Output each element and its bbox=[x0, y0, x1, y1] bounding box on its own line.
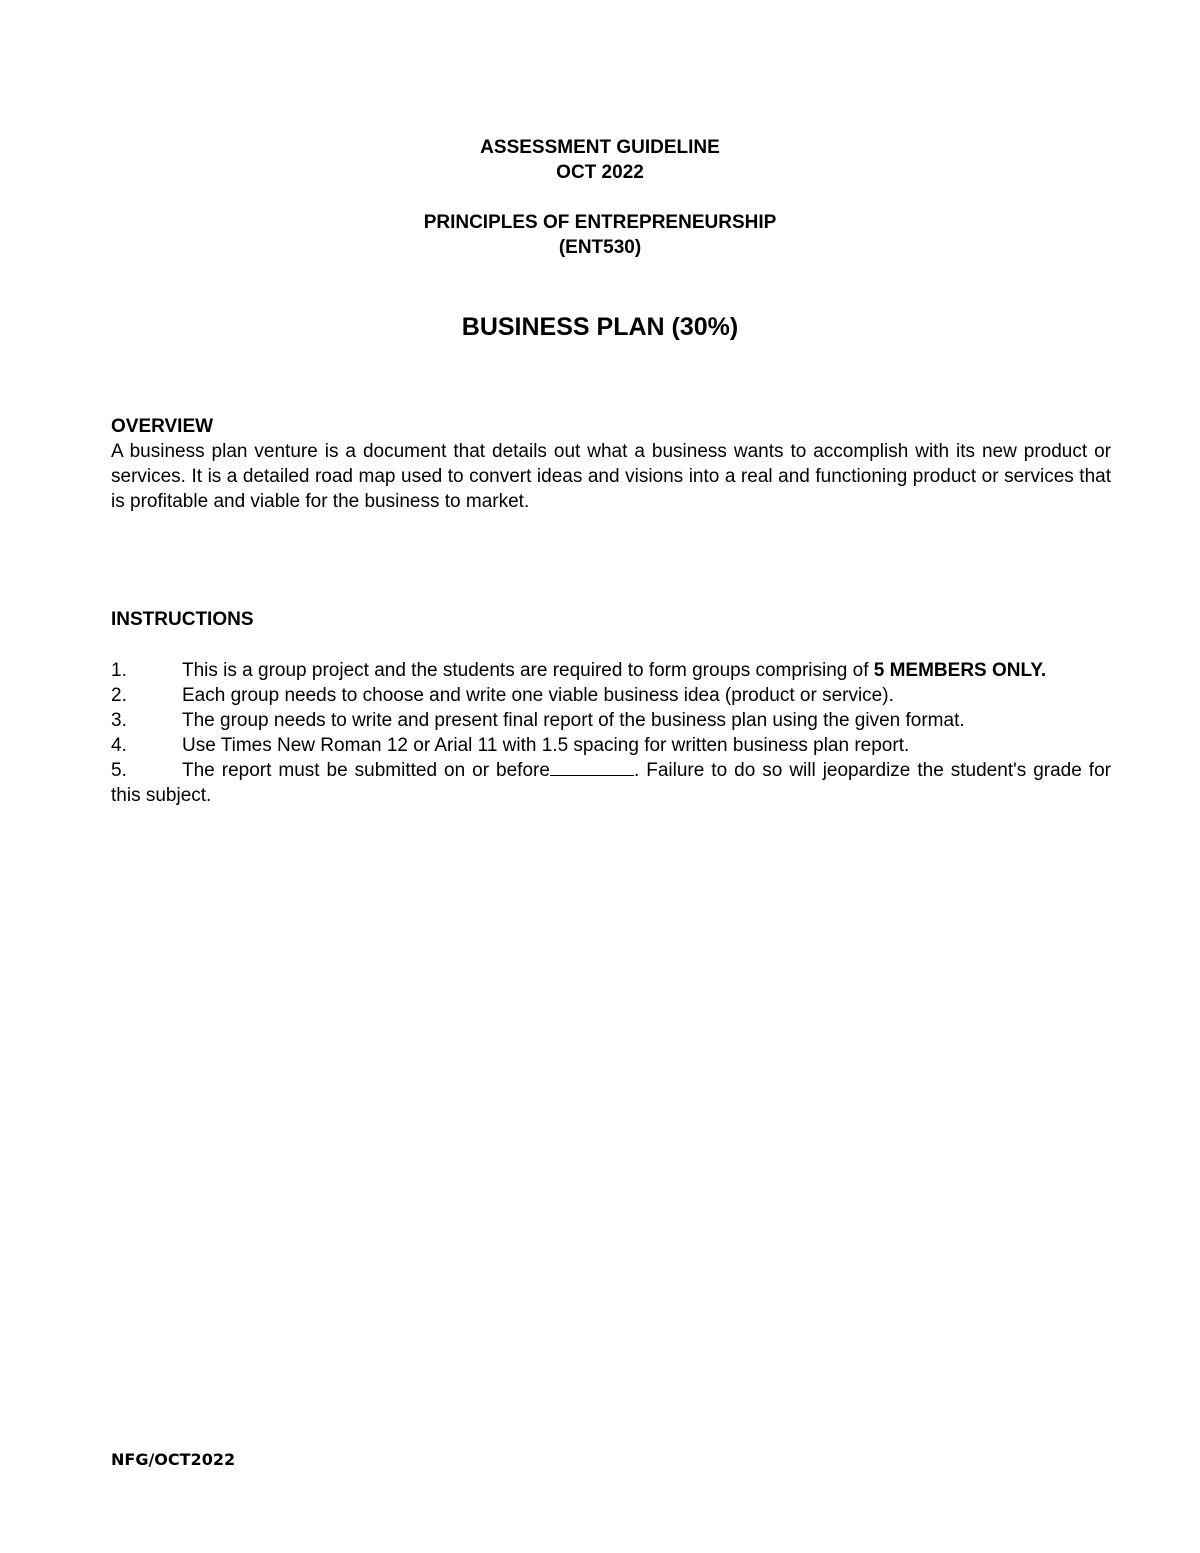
instruction-item bbox=[111, 683, 1111, 708]
overview-body: A business plan venture is a document that details out what a business wants to accomplish with its new product or services. It is a detailed road map used to convert ideas and visions into a real and functioning product or services that is profitable and viable for the business to market. bbox=[111, 441, 1111, 512]
document-title: ASSESSMENT GUIDELINE bbox=[480, 137, 720, 158]
assessment-title: BUSINESS PLAN (30%) bbox=[461, 313, 739, 341]
instructions-list bbox=[111, 658, 1111, 808]
instruction-number: 3. bbox=[111, 710, 127, 731]
instruction-text: This is a group project and the students are required to form groups comprising of bbox=[182, 660, 874, 681]
instruction-item bbox=[111, 733, 1111, 758]
instruction-text: Each group needs to choose and write one viable business idea (product or service). bbox=[182, 685, 894, 706]
instruction-number: 1. bbox=[111, 660, 127, 681]
instructions-section bbox=[111, 607, 1111, 632]
overview-heading: OVERVIEW bbox=[111, 416, 214, 437]
instruction-text: The report must be submitted on or before bbox=[182, 760, 550, 781]
instruction-text: Use Times New Roman 12 or Arial 11 with 1.5 spacing for written business plan report. bbox=[182, 735, 910, 756]
course-name: PRINCIPLES OF ENTREPRENEURSHIP bbox=[423, 212, 777, 233]
instruction-text: The group needs to write and present final report of the business plan using the given format. bbox=[182, 710, 965, 731]
document-date: OCT 2022 bbox=[556, 162, 644, 183]
instruction-item bbox=[111, 658, 1111, 683]
instruction-item bbox=[111, 708, 1111, 733]
footer-code: NFG/OCT2022 bbox=[111, 1450, 236, 1469]
instruction-number: 2. bbox=[111, 685, 127, 706]
instruction-number: 4. bbox=[111, 735, 127, 756]
instructions-heading: INSTRUCTIONS bbox=[111, 609, 254, 630]
instruction-number: 5. bbox=[111, 760, 127, 781]
instruction-text-after: . Failure to do so will jeopardize the student's grade for this subject. bbox=[111, 760, 1111, 806]
instruction-item bbox=[111, 758, 1111, 808]
overview-section bbox=[111, 414, 1111, 514]
instruction-emphasis: 5 MEMBERS ONLY. bbox=[873, 660, 1047, 681]
deadline-blank bbox=[550, 760, 634, 776]
course-code: (ENT530) bbox=[558, 237, 642, 258]
